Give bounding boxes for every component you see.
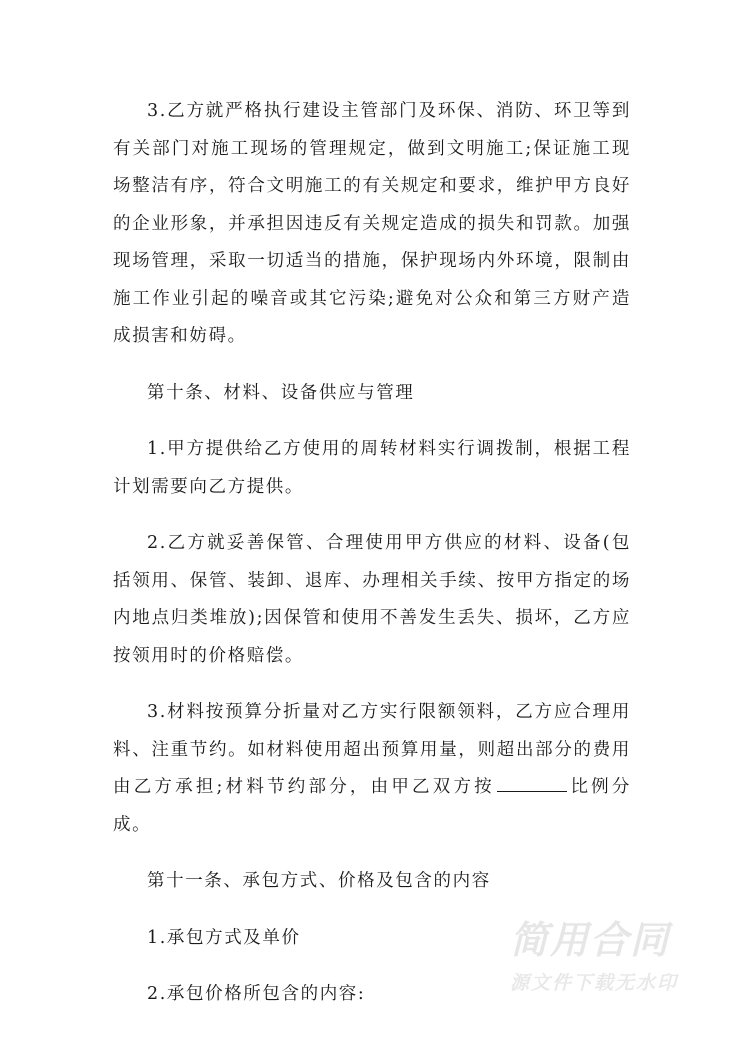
paragraph-10-1: 1.甲方提供给乙方使用的周转材料实行调拨制，根据工程计划需要向乙方提供。 xyxy=(113,439,631,497)
paragraph-10-3-text-after: 比例分成。 xyxy=(113,777,631,835)
paragraph-11-1: 1.承包方式及单价 xyxy=(147,927,301,948)
paragraph-site-management: 3.乙方就严格执行建设主管部门及环保、消防、环卫等到有关部门对施工现场的管理规定，做到文明施工;保证施工现场整洁有序，符合文明施工的有关规定和要求，维护甲方良好的企业形象，并承担因违反有关规定造成的损失和罚款。加强现场管理，采取一切适当的措施，保护现场内外环境，限制由施工作业引起的噪音或其它污染;避免对公众和第三方财产造成损害和妨碍。 xyxy=(113,101,631,346)
document-page xyxy=(113,93,631,1033)
article-11-heading: 第十一条、承包方式、价格及包含的内容 xyxy=(147,871,491,891)
article-10-heading: 第十条、材料、设备供应与管理 xyxy=(147,382,415,403)
fill-in-blank-ratio xyxy=(497,790,567,792)
watermark-subtitle: 源文件下载无水印 xyxy=(510,972,679,994)
paragraph-10-3-text-before: 3.材料按预算分折量对乙方实行限额领料，乙方应合理用料、注重节约。如材料使用超出预算用量，则超出部分的费用由乙方承担;材料节约部分，由甲乙双方按 xyxy=(113,702,631,797)
watermark-title: 简用合同 xyxy=(510,918,671,962)
paragraph-10-2: 2.乙方就妥善保管、合理使用甲方供应的材料、设备(包括领用、保管、装卸、退库、办理相关手续、按甲方指定的场内地点归类堆放);因保管和使用不善发生丢失、损坏，乙方应按领用时的价格赔偿。 xyxy=(113,533,631,666)
paragraph-10-3 xyxy=(113,694,631,844)
paragraph-11-2: 2.承包价格所包含的内容: xyxy=(147,984,366,1004)
